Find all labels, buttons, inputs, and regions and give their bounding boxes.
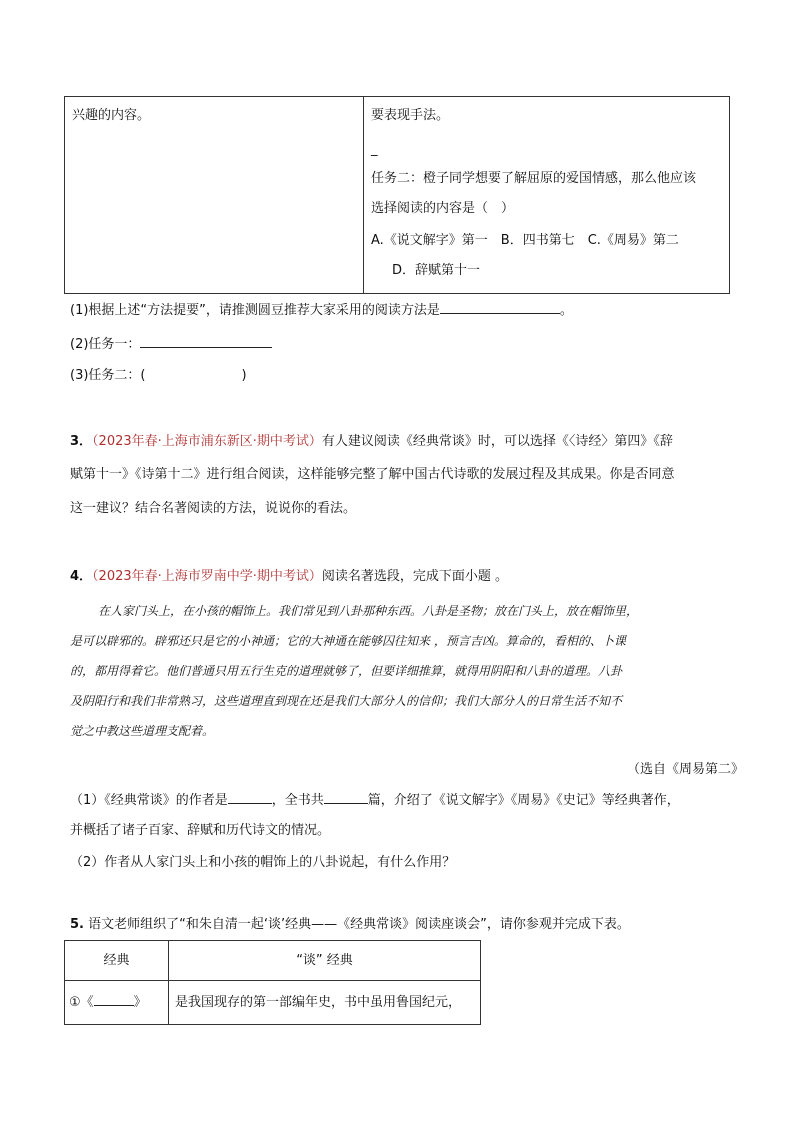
question-number: 3． [70, 434, 93, 449]
question-number: 4． [70, 569, 93, 584]
answer-blank[interactable] [140, 335, 272, 348]
passage-line: 觉之中教这些道理支配着。 [70, 724, 215, 738]
question-source: （2023年春·上海市罗南中学·期中考试） [92, 569, 322, 584]
options-line1: A.《说文解字》第一 B．四书第七 C.《周易》第二 [371, 233, 679, 248]
top-table [64, 96, 730, 294]
right-cell-line1: 要表现手法。 [371, 108, 450, 123]
passage-line: 在人家门头上，在小孩的帽饰上。我们常见到八卦那种东西。八卦是圣物；放在门头上，放在帽饰里， [98, 604, 639, 618]
answer-blank[interactable] [228, 791, 272, 804]
options-line2: D．辞赋第十一 [392, 263, 481, 278]
answer-blank[interactable] [324, 791, 368, 804]
left-cell-text: 兴趣的内容。 [72, 108, 151, 123]
table-header-talk: “谈” 经典 [169, 941, 481, 981]
q4-header: 4．（2023年春·上海市罗南中学·期中考试）阅读名著选段，完成下面小题 。 [70, 569, 509, 584]
passage-line: 的，都用得着它。他们普通只用五行生克的道理就够了，但要详细推算，就得用阴阳和八卦的道理。八卦 [70, 664, 623, 678]
table-header-classic: 经典 [65, 941, 169, 981]
question-number: 5. [70, 917, 84, 932]
q3-line1: 3．（2023年春·上海市浦东新区·期中考试）有人建议阅读《经典常谈》时，可以选择《〈诗经〉第四》《辞 [70, 434, 673, 449]
passage-line: 及阴阳行和我们非常熟习，这些道理直到现在还是我们大部分人的信仰；我们大部分人的日常生活不知不 [70, 694, 623, 708]
right-cell-dash: _ [371, 142, 378, 157]
answer-blank[interactable] [440, 301, 560, 314]
q3-line3: 这一建议？结合名著阅读的方法，说说你的看法。 [70, 501, 357, 516]
task2-line1: 任务二：橙子同学想要了解屈原的爱国情感，那么他应该 [371, 171, 697, 186]
q4-citation: （选自《周易第二》 [626, 762, 744, 777]
table-cell-talk: 是我国现存的第一部编年史，书中虽用鲁国纪元， [169, 981, 481, 1025]
task2-line2: 选择阅读的内容是（ ） [371, 201, 515, 216]
q4-sub2: （2）作者从人家门头上和小孩的帽饰上的八卦说起，有什么作用？ [70, 855, 456, 870]
answer-blank[interactable] [94, 993, 134, 1006]
q4-sub1: （1）《经典常谈》的作者是 ，全书共 篇，介绍了《说文解字》《周易》《史记》等经典著作， [70, 793, 680, 808]
q2-sub2: (2)任务一： [70, 335, 272, 355]
q2-sub3: (3)任务二：( ) [70, 368, 247, 383]
passage-line: 是可以辟邪的。辟邪还只是它的小神通；它的大神通在能够囚往知来 ，预言吉凶。算命的，看相的、卜课 [70, 634, 626, 648]
q5-table [64, 940, 481, 1025]
top-table-right-cell [364, 97, 730, 294]
top-table-left-cell [65, 97, 364, 294]
q5-text: 5. 语文老师组织了“和朱自清一起‘谈’经典——《经典常谈》阅读座谈会”，请你参观并完成下表。 [70, 917, 630, 932]
q4-sub1-line2: 并概括了诸子百家、辞赋和历代诗文的情况。 [70, 823, 331, 838]
table-cell-classic: ①《 》 [65, 981, 169, 1025]
q2-sub1: (1)根据上述“方法提要”，请推测圆豆推荐大家采用的阅读方法是 。 [70, 303, 573, 318]
question-source: （2023年春·上海市浦东新区·期中考试） [92, 434, 322, 449]
q3-line2: 赋第十一》《诗第十二》进行组合阅读，这样能够完整了解中国古代诗歌的发展过程及其成果。你是否同意 [70, 467, 675, 482]
q4-passage [70, 596, 730, 746]
